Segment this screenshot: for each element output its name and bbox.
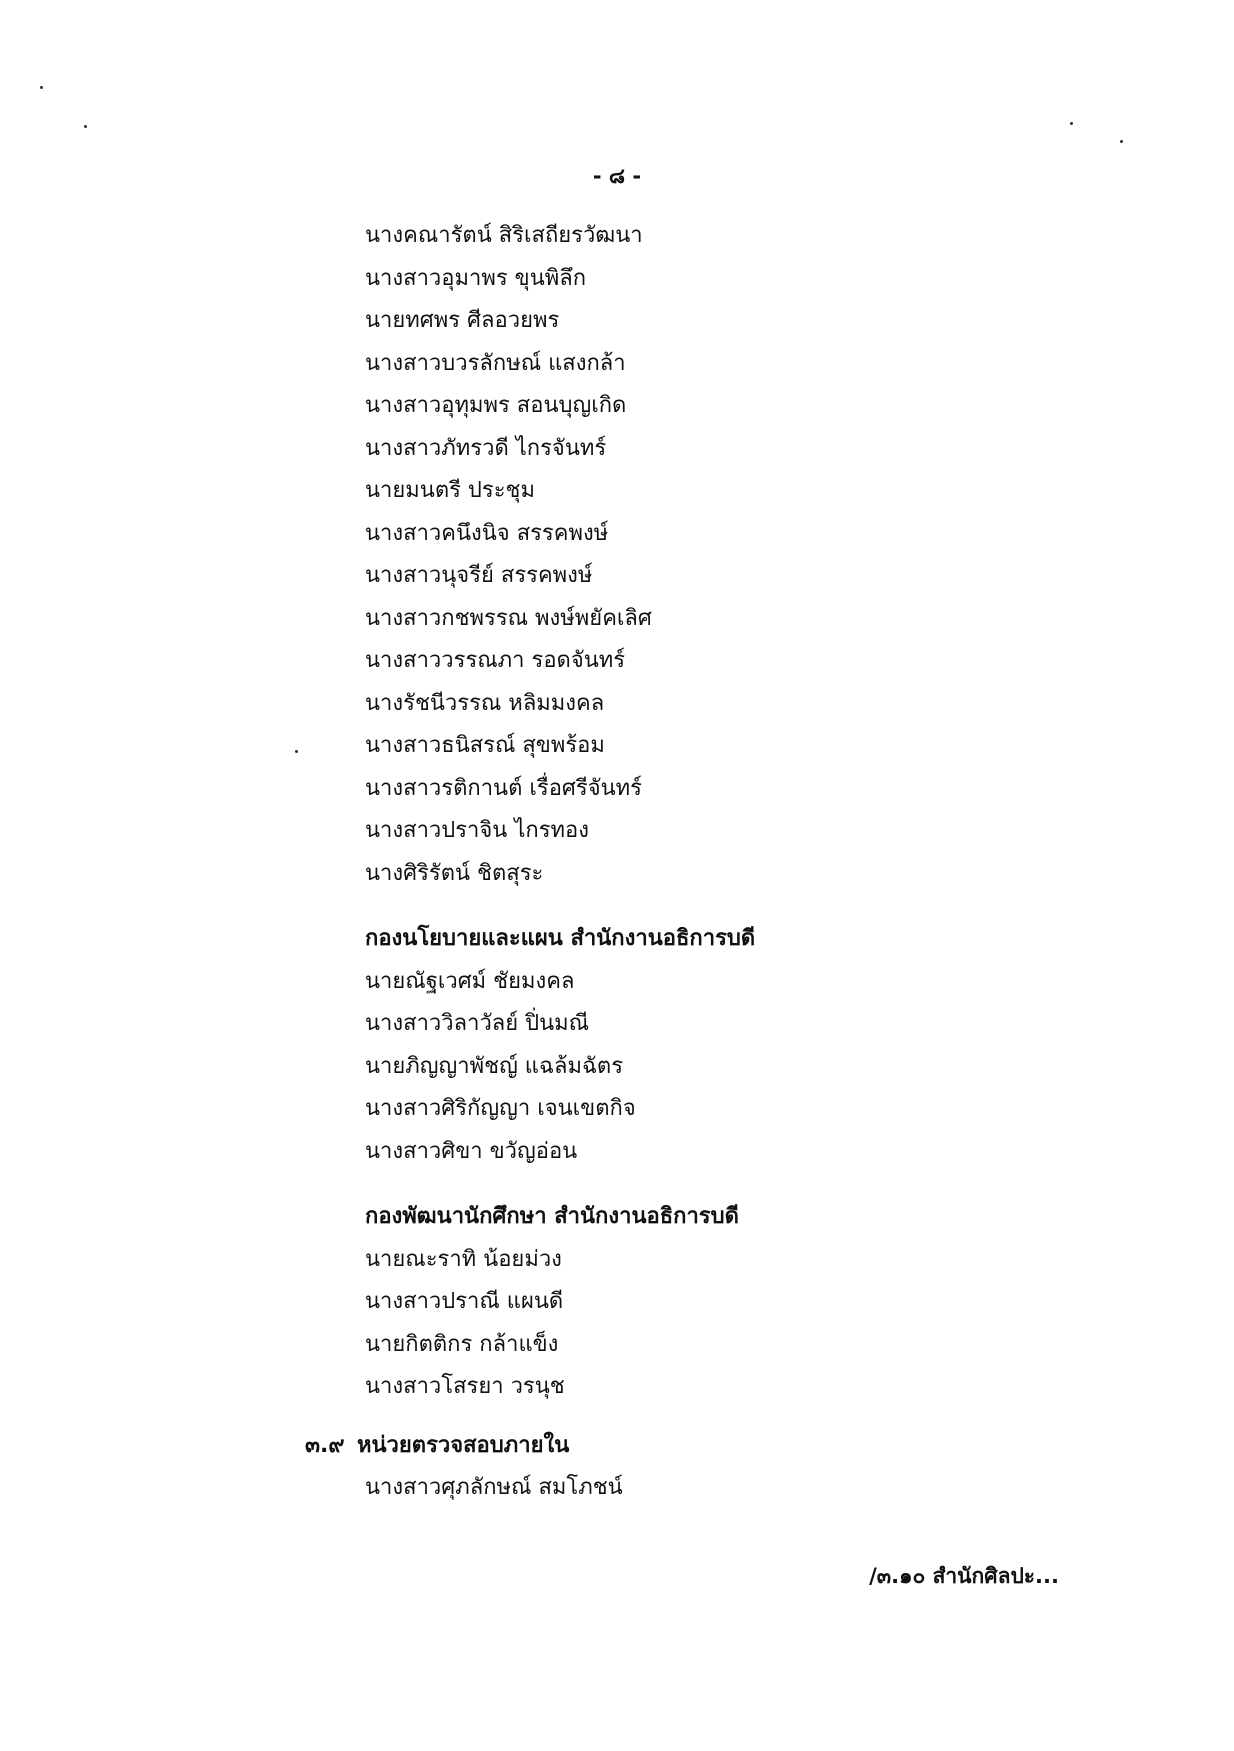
division-heading: กองพัฒนานักศึกษา สำนักงานอธิการบดี [365, 1204, 739, 1229]
list-item: นางสาวปราณี แผนดี [365, 1289, 564, 1314]
list-item: นายณะราทิ น้อยม่วง [365, 1246, 562, 1272]
scan-speck [1070, 122, 1073, 125]
division-heading: กองนโยบายและแผน สำนักงานอธิการบดี [365, 926, 756, 951]
list-item: นางสาวธนิสรณ์ สุขพร้อม [365, 733, 605, 758]
list-item: นางรัชนีวรรณ หลิมมงคล [365, 690, 605, 716]
section-heading-internal-audit [305, 1425, 569, 1467]
list-item: นางสาวศิขา ขวัญอ่อน [365, 1138, 578, 1164]
policy-division [365, 918, 1165, 1173]
list-item: นางสาวศุภลักษณ์ สมโภชน์ [365, 1475, 623, 1500]
list-item: นางสาวคนึงนิจ สรรคพงษ์ [365, 520, 609, 546]
list-item: นางสาวกชพรรณ พงษ์พยัคเลิศ [365, 605, 652, 631]
list-item: นายกิตติกร กล้าแข็ง [365, 1331, 559, 1357]
list-item: นางสาวบวรลักษณ์ แสงกล้า [365, 350, 626, 376]
list-item: นายทศพร ศีลอวยพร [365, 308, 560, 333]
list-item: นางสาววิลาวัลย์ ปิ่นมณี [365, 1011, 590, 1036]
list-item: นางสาวภัทรวดี ไกรจันทร์ [365, 435, 607, 461]
list-item: นางศิริรัตน์ ชิตสุระ [365, 860, 544, 886]
scan-speck [295, 750, 298, 753]
list-item: นายมนตรี ประชุม [365, 478, 535, 503]
list-item: นางสาวศิริกัญญา เจนเขตกิจ [365, 1096, 636, 1121]
scan-speck [40, 86, 43, 89]
list-item: นางสาวรติกานต์ เรื่อศรีจันทร์ [365, 775, 642, 801]
section-title: หน่วยตรวจสอบภายใน [357, 1433, 570, 1458]
list-item: นางสาวนุจรีย์ สรรคพงษ์ [365, 563, 593, 588]
student-dev-division [365, 1196, 1165, 1409]
section-number: ๓.๙ [305, 1433, 345, 1458]
scan-speck [84, 125, 87, 128]
page-number: - ๘ - [592, 164, 642, 188]
list-item: นางสาวอุมาพร ขุนพิลึก [365, 265, 587, 291]
list-item: นางสาวอุทุมพร สอนบุญเกิด [365, 393, 627, 418]
internal-audit-members [365, 1467, 1165, 1510]
staff-list-continued [365, 215, 1165, 895]
list-item: นายภิญญาพัชญ์ แฉล้มฉัตร [365, 1053, 624, 1079]
continuation-footer: /๓.๑๐ สำนักศิลปะ... [869, 1564, 1059, 1588]
list-item: นายณัฐเวศม์ ชัยมงคล [365, 968, 575, 994]
list-item: นางสาววรรณภา รอดจันทร์ [365, 648, 626, 673]
list-item: นางสาวโสรยา วรนุช [365, 1374, 565, 1399]
list-item: นางคณารัตน์ สิริเสถียรวัฒนา [365, 223, 643, 248]
list-item: นางสาวปราจิน ไกรทอง [365, 818, 589, 843]
scan-speck [1120, 140, 1123, 143]
